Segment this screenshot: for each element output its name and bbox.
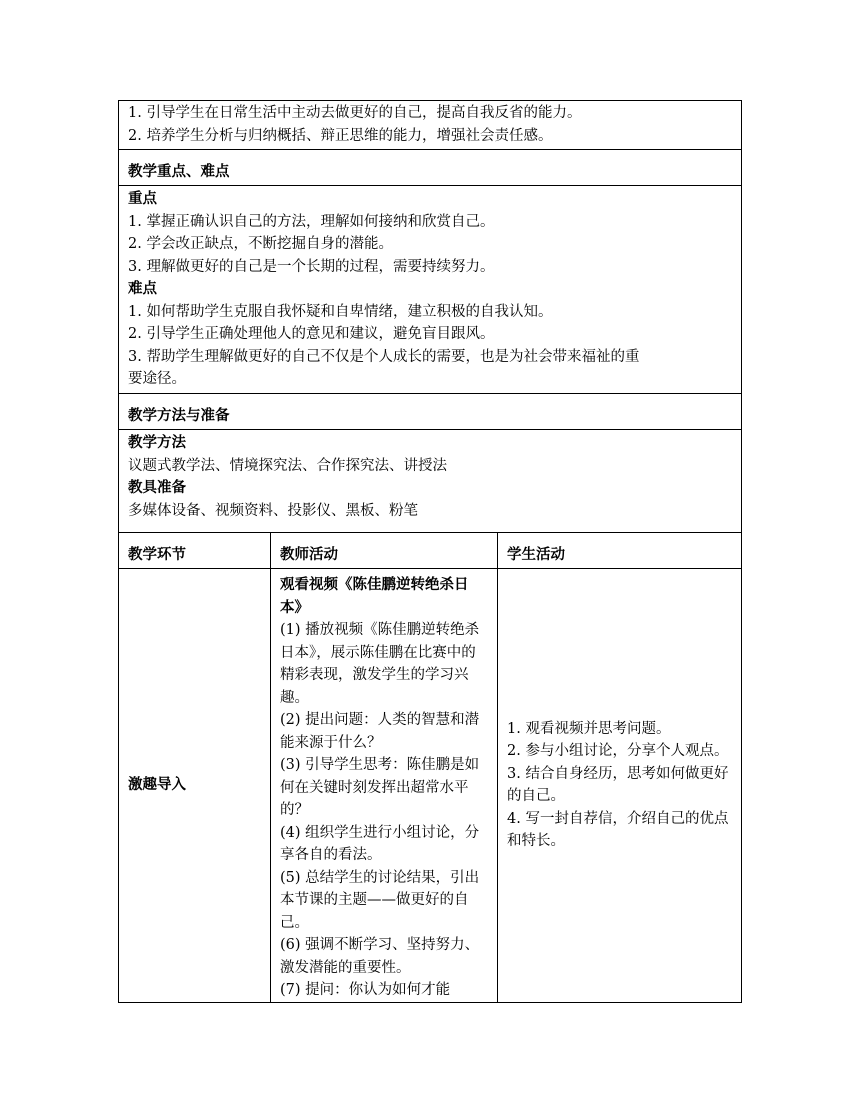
intro-row [119,569,742,1003]
teacher-activity-item: (1) 播放视频《陈佳鹏逆转绝杀日本》，展示陈佳鹏在比赛中的精彩表现，激发学生的学习兴趣。 [280,622,480,706]
student-activity-item: 3. 结合自身经历，思考如何做更好的自己。 [507,765,729,805]
key-difficult-content-row [119,186,742,394]
tools-text: 多媒体设备、视频资料、投影仪、黑板、粉笔 [128,502,418,519]
methods-heading-cell [119,394,742,430]
objective-item: 1. 引导学生在日常生活中主动去做更好的自己，提高自我反省的能力。 [128,105,582,121]
teacher-header-text: 教师活动 [280,546,338,563]
methods-title: 教学方法 [128,435,186,451]
teacher-column-header [271,533,498,569]
key-point-item: 1. 掌握正确认识自己的方法，理解如何接纳和欣赏自己。 [128,213,495,230]
difficult-points-title: 难点 [128,281,157,297]
methods-heading-row [119,394,742,430]
objectives-cell [119,101,742,150]
difficult-point-item: 要途径。 [128,371,186,387]
section-heading: 教学方法与准备 [128,407,230,424]
student-header-text: 学生活动 [507,546,565,563]
student-column-header [498,533,742,569]
key-point-item: 3. 理解做更好的自己是一个长期的过程，需要持续努力。 [128,258,495,275]
objective-item: 2. 培养学生分析与归纳概括、辩正思维的能力，增强社会责任感。 [128,127,553,144]
teacher-activity-item: (3) 引导学生思考：陈佳鹏是如何在关键时刻发挥出超常水平的？ [280,757,480,818]
teacher-activity-item: (4) 组织学生进行小组讨论，分享各自的看法。 [280,824,480,863]
difficult-point-item: 3. 帮助学生理解做更好的自己不仅是个人成长的需要，也是为社会带来福祉的重 [128,348,640,365]
key-difficult-content-cell [119,186,742,394]
column-header-row [119,533,742,569]
student-activity-item: 4. 写一封自荐信，介绍自己的优点和特长。 [507,810,729,850]
intro-student-cell [498,569,742,1003]
methods-text: 议题式教学法、情境探究法、合作探究法、讲授法 [128,457,447,474]
student-activity-item: 2. 参与小组讨论，分享个人观点。 [507,743,729,760]
stage-column-header [119,533,271,569]
teacher-activity-item: (2) 提出问题：人类的智慧和潜能来源于什么？ [280,712,480,751]
key-point-item: 2. 学会改正缺点，不断挖掘自身的潜能。 [128,236,393,252]
intro-stage-cell [119,569,271,1003]
objectives-row [119,101,742,150]
difficult-point-item: 2. 引导学生正确处理他人的意见和建议，避免盲目跟风。 [128,326,495,342]
section-heading: 教学重点、难点 [128,163,230,180]
difficult-point-item: 1. 如何帮助学生克服自我怀疑和自卑情绪，建立积极的自我认知。 [128,303,553,320]
intro-stage-label: 激趣导入 [128,777,186,793]
stage-header-text: 教学环节 [128,546,186,563]
methods-content-row [119,430,742,533]
student-activity-item: 1. 观看视频并思考问题。 [507,720,671,737]
lesson-plan-table [118,100,742,1003]
methods-content-cell [119,430,742,533]
teacher-activity-item: (5) 总结学生的讨论结果，引出本节课的主题——做更好的自己。 [280,869,480,931]
key-difficult-heading-cell [119,150,742,186]
teacher-activity-item: (7) 提问：你认为如何才能 [280,982,451,998]
key-difficult-heading-row [119,150,742,186]
teacher-activity-item: (6) 强调不断学习、坚持努力、激发潜能的重要性。 [280,937,480,976]
intro-teacher-cell [271,569,498,1003]
tools-title: 教具准备 [128,480,186,496]
teacher-activity-title: 观看视频《陈佳鹏逆转绝杀日本》 [280,577,469,616]
key-points-title: 重点 [128,191,157,207]
